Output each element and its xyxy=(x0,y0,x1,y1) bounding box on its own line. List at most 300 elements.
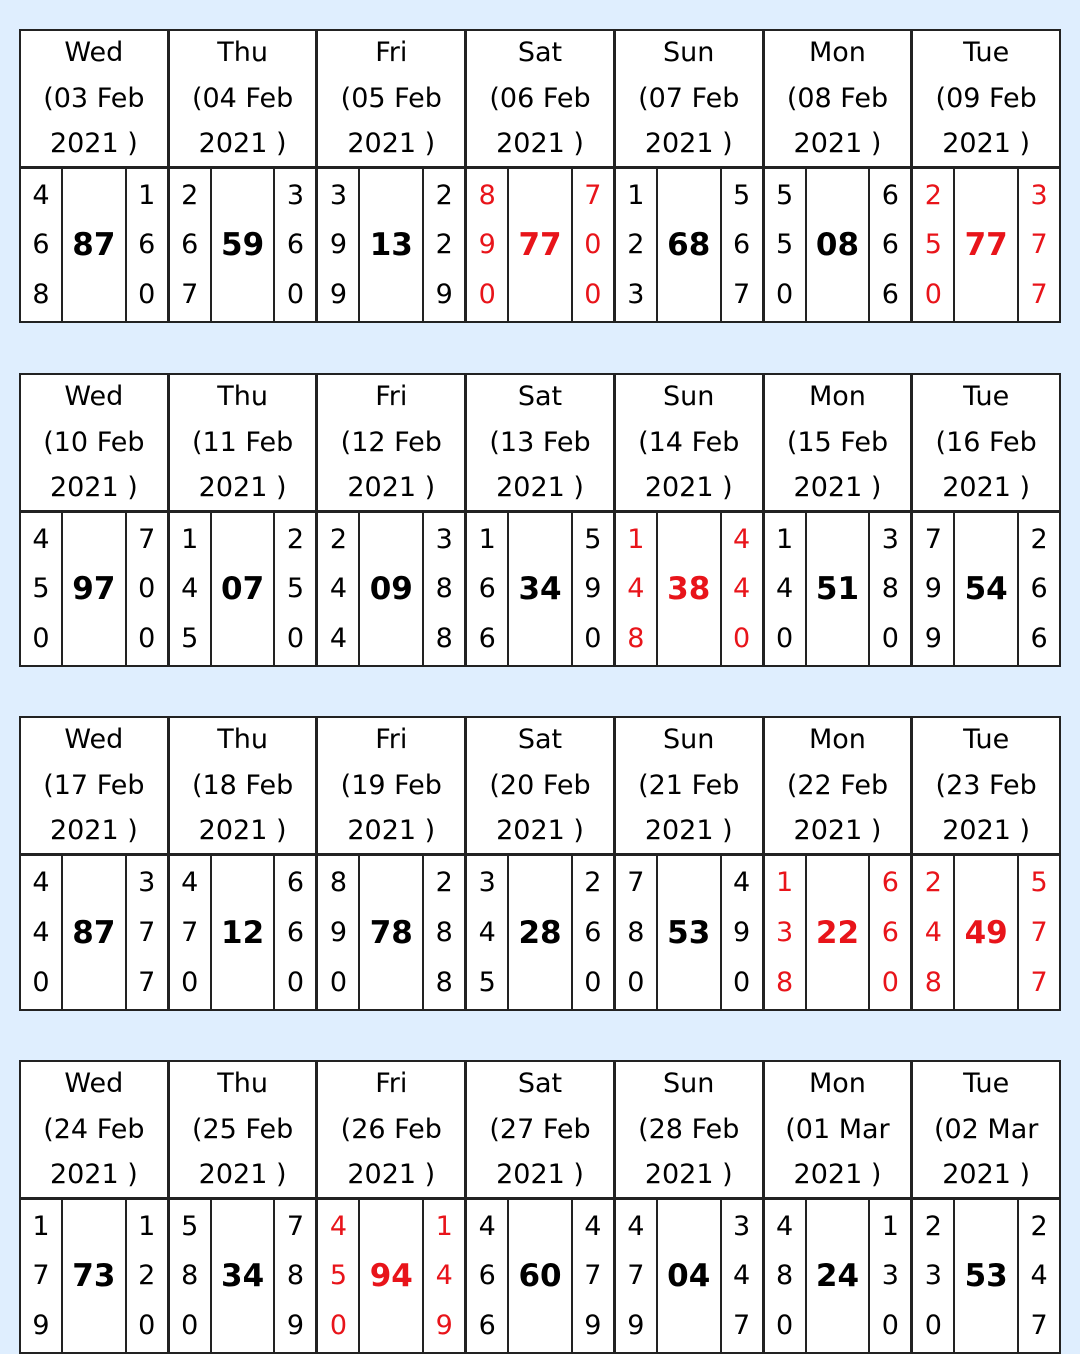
right-digit: 7 xyxy=(286,1211,305,1243)
day-date: (18 Feb xyxy=(191,769,294,801)
day-result xyxy=(616,169,762,321)
right-digit: 8 xyxy=(881,573,899,605)
day-date: (03 Feb xyxy=(43,82,145,114)
left-digit: 1 xyxy=(627,524,645,556)
right-digit: 5 xyxy=(286,573,305,605)
day-name: Mon xyxy=(808,37,866,69)
left-digit: 0 xyxy=(776,622,794,654)
jodi-number: 53 xyxy=(964,1258,1008,1294)
left-digit: 5 xyxy=(776,229,794,261)
right-digit: 3 xyxy=(1030,180,1048,212)
left-digit: 6 xyxy=(478,622,496,654)
jodi-number: 24 xyxy=(815,1258,860,1294)
day-result xyxy=(616,856,762,1009)
left-panna xyxy=(765,1200,807,1352)
day-header xyxy=(616,718,762,856)
day-column xyxy=(21,31,167,321)
left-panna xyxy=(21,513,63,665)
day-date: (28 Feb xyxy=(638,1113,740,1145)
right-panna xyxy=(125,513,167,665)
day-date: (13 Feb xyxy=(489,426,591,458)
right-digit: 6 xyxy=(138,229,156,261)
day-date: (14 Feb xyxy=(638,426,740,458)
left-digit: 5 xyxy=(32,573,50,605)
right-digit: 1 xyxy=(881,1211,899,1243)
day-result xyxy=(21,169,167,321)
right-digit: 7 xyxy=(138,916,156,948)
day-year: 2021 ) xyxy=(644,472,733,504)
day-date: (04 Feb xyxy=(191,82,294,114)
day-header xyxy=(318,718,464,856)
jodi-number: 87 xyxy=(72,227,116,263)
day-header xyxy=(170,31,316,169)
day-year: 2021 ) xyxy=(644,815,733,847)
jodi-number: 07 xyxy=(221,571,265,607)
left-panna xyxy=(616,169,658,321)
right-digit: 8 xyxy=(435,966,453,998)
day-header xyxy=(170,718,316,856)
right-digit: 7 xyxy=(584,1260,602,1292)
left-digit: 3 xyxy=(329,180,348,212)
day-date: (01 Mar xyxy=(785,1113,890,1145)
day-column xyxy=(613,31,762,321)
jodi-number: 12 xyxy=(221,914,265,951)
day-result xyxy=(170,1200,316,1352)
right-digit: 8 xyxy=(435,573,453,605)
day-header xyxy=(467,31,613,169)
left-digit: 5 xyxy=(181,1211,199,1243)
day-header xyxy=(765,31,911,169)
day-date: (17 Feb xyxy=(43,769,145,801)
right-panna xyxy=(868,169,910,321)
day-header xyxy=(21,375,167,513)
right-digit: 7 xyxy=(733,1309,751,1341)
day-result xyxy=(765,513,911,665)
jodi-number: 97 xyxy=(72,571,116,607)
day-result xyxy=(616,513,762,665)
day-name: Sat xyxy=(517,1068,563,1100)
right-panna xyxy=(125,169,167,321)
right-digit: 9 xyxy=(733,916,751,948)
left-digit: 7 xyxy=(627,867,645,899)
right-digit: 4 xyxy=(584,1211,602,1243)
jodi-number: 77 xyxy=(964,227,1008,263)
left-digit: 3 xyxy=(924,1260,942,1292)
jodi-number: 73 xyxy=(72,1258,116,1294)
day-result xyxy=(467,513,613,665)
day-header xyxy=(318,1062,464,1200)
left-digit: 8 xyxy=(627,622,645,654)
right-digit: 1 xyxy=(138,1211,156,1243)
left-panna xyxy=(616,513,658,665)
left-digit: 0 xyxy=(329,966,348,998)
day-name: Tue xyxy=(963,1068,1010,1100)
jodi-number: 08 xyxy=(815,227,860,263)
left-digit: 2 xyxy=(924,1211,942,1243)
right-digit: 2 xyxy=(435,180,453,212)
right-panna xyxy=(571,169,613,321)
left-digit: 7 xyxy=(627,1260,645,1292)
right-panna xyxy=(422,513,464,665)
jodi-number: 28 xyxy=(518,914,562,951)
left-panna xyxy=(616,1200,658,1352)
left-panna xyxy=(318,856,360,1009)
right-digit: 6 xyxy=(881,867,899,899)
left-digit: 8 xyxy=(627,916,645,948)
day-name: Mon xyxy=(808,724,866,756)
right-panna xyxy=(571,1200,613,1352)
week-table xyxy=(19,1060,1061,1354)
left-panna xyxy=(616,856,658,1009)
right-digit: 7 xyxy=(1030,916,1048,948)
day-column xyxy=(464,1062,613,1352)
day-name: Sun xyxy=(663,37,715,69)
left-digit: 4 xyxy=(329,573,348,605)
left-digit: 9 xyxy=(478,229,496,261)
left-digit: 8 xyxy=(181,1260,199,1292)
day-year: 2021 ) xyxy=(347,815,436,847)
right-digit: 6 xyxy=(1030,573,1048,605)
day-column xyxy=(762,718,911,1009)
right-panna xyxy=(422,1200,464,1352)
week-table xyxy=(19,29,1061,323)
jodi-number: 78 xyxy=(369,914,413,951)
right-digit: 4 xyxy=(733,524,751,556)
day-name: Sun xyxy=(663,1068,715,1100)
right-digit: 2 xyxy=(1030,524,1048,556)
right-digit: 0 xyxy=(138,573,156,605)
right-digit: 3 xyxy=(881,1260,899,1292)
left-digit: 9 xyxy=(924,622,942,654)
right-panna xyxy=(868,856,910,1009)
day-year: 2021 ) xyxy=(496,472,584,504)
day-column xyxy=(613,718,762,1009)
left-digit: 1 xyxy=(776,524,794,556)
right-digit: 4 xyxy=(1030,1260,1048,1292)
right-digit: 7 xyxy=(1030,1309,1048,1341)
day-date: (11 Feb xyxy=(191,426,294,458)
day-result xyxy=(170,513,316,665)
day-year: 2021 ) xyxy=(942,472,1031,504)
right-digit: 0 xyxy=(138,278,156,310)
right-digit: 9 xyxy=(435,1309,453,1341)
day-name: Mon xyxy=(808,1068,866,1100)
left-digit: 8 xyxy=(776,1260,794,1292)
right-panna xyxy=(720,513,762,665)
right-digit: 3 xyxy=(286,180,305,212)
day-year: 2021 ) xyxy=(793,815,882,847)
right-digit: 1 xyxy=(138,180,156,212)
day-column xyxy=(167,375,316,665)
left-digit: 2 xyxy=(627,229,645,261)
left-digit: 5 xyxy=(181,622,199,654)
left-digit: 6 xyxy=(181,229,199,261)
day-year: 2021 ) xyxy=(198,128,287,160)
left-panna xyxy=(170,513,212,665)
left-digit: 7 xyxy=(32,1260,50,1292)
left-panna xyxy=(21,856,63,1009)
right-digit: 5 xyxy=(1030,867,1048,899)
day-name: Sat xyxy=(517,381,563,413)
right-panna xyxy=(273,513,315,665)
left-panna xyxy=(170,856,212,1009)
right-panna xyxy=(422,856,464,1009)
left-digit: 5 xyxy=(478,966,496,998)
right-digit: 0 xyxy=(286,278,305,310)
right-panna xyxy=(720,1200,762,1352)
day-date: (05 Feb xyxy=(340,82,442,114)
left-digit: 4 xyxy=(627,573,645,605)
day-year: 2021 ) xyxy=(644,1159,733,1191)
right-digit: 2 xyxy=(1030,1211,1048,1243)
left-digit: 3 xyxy=(478,867,496,899)
right-digit: 4 xyxy=(733,573,751,605)
day-year: 2021 ) xyxy=(347,472,436,504)
right-panna xyxy=(1017,1200,1059,1352)
left-digit: 0 xyxy=(924,1309,942,1341)
day-column xyxy=(315,375,464,665)
left-panna xyxy=(170,1200,212,1352)
day-result xyxy=(765,856,911,1009)
day-result xyxy=(765,169,911,321)
day-year: 2021 ) xyxy=(347,1159,436,1191)
day-column xyxy=(910,375,1059,665)
day-name: Fri xyxy=(375,1068,408,1100)
right-digit: 9 xyxy=(584,573,602,605)
right-digit: 0 xyxy=(881,1309,899,1341)
left-digit: 9 xyxy=(32,1309,50,1341)
right-digit: 2 xyxy=(435,867,453,899)
day-column xyxy=(167,31,316,321)
day-result xyxy=(170,169,316,321)
left-digit: 9 xyxy=(329,229,348,261)
day-column xyxy=(910,1062,1059,1352)
day-result xyxy=(467,169,613,321)
day-header xyxy=(21,31,167,169)
left-digit: 5 xyxy=(924,229,942,261)
day-column xyxy=(315,31,464,321)
day-result xyxy=(467,856,613,1009)
day-result xyxy=(318,169,464,321)
day-name: Sun xyxy=(663,381,715,413)
left-digit: 4 xyxy=(32,867,50,899)
right-panna xyxy=(273,856,315,1009)
day-column xyxy=(167,1062,316,1352)
left-digit: 2 xyxy=(181,180,199,212)
right-digit: 0 xyxy=(881,966,899,998)
left-panna xyxy=(467,513,509,665)
day-date: (02 Mar xyxy=(933,1113,1039,1145)
day-column xyxy=(315,718,464,1009)
day-column xyxy=(762,375,911,665)
day-year: 2021 ) xyxy=(942,128,1031,160)
left-digit: 9 xyxy=(329,278,348,310)
day-name: Tue xyxy=(963,37,1010,69)
week-table xyxy=(19,716,1061,1011)
day-year: 2021 ) xyxy=(49,472,138,504)
day-column xyxy=(315,1062,464,1352)
day-date: (23 Feb xyxy=(935,769,1037,801)
right-digit: 6 xyxy=(881,229,899,261)
day-year: 2021 ) xyxy=(347,128,436,160)
left-digit: 9 xyxy=(329,916,348,948)
left-digit: 4 xyxy=(776,1211,794,1243)
right-digit: 3 xyxy=(435,524,453,556)
left-digit: 6 xyxy=(478,573,496,605)
right-panna xyxy=(422,169,464,321)
right-panna xyxy=(1017,513,1059,665)
day-column xyxy=(910,31,1059,321)
left-digit: 7 xyxy=(924,524,942,556)
day-header xyxy=(170,375,316,513)
jodi-number: 59 xyxy=(221,227,265,263)
day-header xyxy=(318,375,464,513)
left-digit: 2 xyxy=(924,867,942,899)
right-digit: 7 xyxy=(1030,966,1048,998)
day-header xyxy=(616,31,762,169)
day-result xyxy=(913,1200,1059,1352)
day-date: (24 Feb xyxy=(43,1113,145,1145)
day-name: Wed xyxy=(64,381,124,413)
left-digit: 0 xyxy=(776,1309,794,1341)
day-date: (19 Feb xyxy=(340,769,442,801)
right-digit: 2 xyxy=(584,867,602,899)
day-name: Wed xyxy=(64,724,124,756)
right-panna xyxy=(868,513,910,665)
right-digit: 6 xyxy=(286,229,305,261)
day-header xyxy=(913,718,1059,856)
right-digit: 0 xyxy=(286,622,305,654)
day-name: Tue xyxy=(963,724,1010,756)
left-panna xyxy=(318,513,360,665)
day-column xyxy=(762,1062,911,1352)
left-digit: 8 xyxy=(924,966,942,998)
day-year: 2021 ) xyxy=(49,128,138,160)
day-date: (07 Feb xyxy=(638,82,740,114)
left-digit: 0 xyxy=(627,966,645,998)
right-digit: 0 xyxy=(584,622,602,654)
left-digit: 6 xyxy=(32,229,50,261)
jodi-number: 04 xyxy=(667,1258,711,1294)
day-header xyxy=(170,1062,316,1200)
left-digit: 0 xyxy=(478,278,496,310)
day-name: Mon xyxy=(808,381,866,413)
jodi-number: 54 xyxy=(964,571,1008,607)
left-digit: 4 xyxy=(181,867,199,899)
right-digit: 6 xyxy=(733,229,751,261)
day-name: Thu xyxy=(217,37,268,69)
day-column xyxy=(762,31,911,321)
left-digit: 4 xyxy=(924,916,942,948)
left-digit: 1 xyxy=(627,180,645,212)
right-digit: 7 xyxy=(733,278,751,310)
day-date: (26 Feb xyxy=(340,1113,442,1145)
left-digit: 0 xyxy=(776,278,794,310)
jodi-number: 51 xyxy=(815,571,860,607)
day-header xyxy=(765,375,911,513)
left-digit: 0 xyxy=(329,1309,348,1341)
jodi-number: 09 xyxy=(369,571,413,607)
left-digit: 2 xyxy=(329,524,348,556)
day-result xyxy=(170,856,316,1009)
day-result xyxy=(21,856,167,1009)
left-digit: 4 xyxy=(329,1211,348,1243)
left-digit: 4 xyxy=(181,573,199,605)
day-year: 2021 ) xyxy=(942,815,1031,847)
day-result xyxy=(21,1200,167,1352)
left-digit: 5 xyxy=(776,180,794,212)
day-column xyxy=(464,375,613,665)
right-digit: 2 xyxy=(138,1260,156,1292)
left-digit: 8 xyxy=(776,966,794,998)
right-digit: 0 xyxy=(286,966,305,998)
right-digit: 3 xyxy=(138,867,156,899)
day-year: 2021 ) xyxy=(496,128,584,160)
right-panna xyxy=(273,169,315,321)
right-digit: 7 xyxy=(138,524,156,556)
left-digit: 8 xyxy=(478,180,496,212)
right-panna xyxy=(125,856,167,1009)
right-panna xyxy=(868,1200,910,1352)
left-digit: 1 xyxy=(181,524,199,556)
left-digit: 3 xyxy=(627,278,645,310)
left-digit: 1 xyxy=(478,524,496,556)
left-digit: 7 xyxy=(181,916,199,948)
day-header xyxy=(318,31,464,169)
left-digit: 6 xyxy=(478,1260,496,1292)
right-digit: 6 xyxy=(881,180,899,212)
right-digit: 5 xyxy=(733,180,751,212)
day-name: Wed xyxy=(64,37,124,69)
left-panna xyxy=(170,169,212,321)
left-digit: 7 xyxy=(181,278,199,310)
left-digit: 4 xyxy=(478,916,496,948)
right-digit: 6 xyxy=(1030,622,1048,654)
left-panna xyxy=(913,513,955,665)
right-digit: 9 xyxy=(286,1309,305,1341)
day-year: 2021 ) xyxy=(49,1159,138,1191)
jodi-number: 34 xyxy=(221,1258,265,1294)
left-digit: 8 xyxy=(32,278,50,310)
right-panna xyxy=(571,856,613,1009)
left-digit: 1 xyxy=(32,1211,50,1243)
right-digit: 9 xyxy=(584,1309,602,1341)
day-year: 2021 ) xyxy=(198,815,287,847)
day-year: 2021 ) xyxy=(644,128,733,160)
right-digit: 3 xyxy=(881,524,899,556)
left-digit: 0 xyxy=(32,966,50,998)
jodi-number: 87 xyxy=(72,914,116,951)
left-digit: 0 xyxy=(32,622,50,654)
day-name: Sat xyxy=(517,37,563,69)
left-digit: 1 xyxy=(776,867,794,899)
left-panna xyxy=(913,856,955,1009)
right-digit: 9 xyxy=(435,278,453,310)
right-digit: 0 xyxy=(733,966,751,998)
day-year: 2021 ) xyxy=(793,472,882,504)
left-panna xyxy=(913,1200,955,1352)
day-result xyxy=(913,513,1059,665)
left-digit: 4 xyxy=(627,1211,645,1243)
left-panna xyxy=(913,169,955,321)
jodi-number: 38 xyxy=(667,571,711,607)
day-header xyxy=(765,718,911,856)
jodi-number: 13 xyxy=(369,227,413,263)
left-digit: 4 xyxy=(478,1211,496,1243)
right-digit: 7 xyxy=(138,966,156,998)
day-year: 2021 ) xyxy=(496,1159,584,1191)
left-panna xyxy=(467,856,509,1009)
